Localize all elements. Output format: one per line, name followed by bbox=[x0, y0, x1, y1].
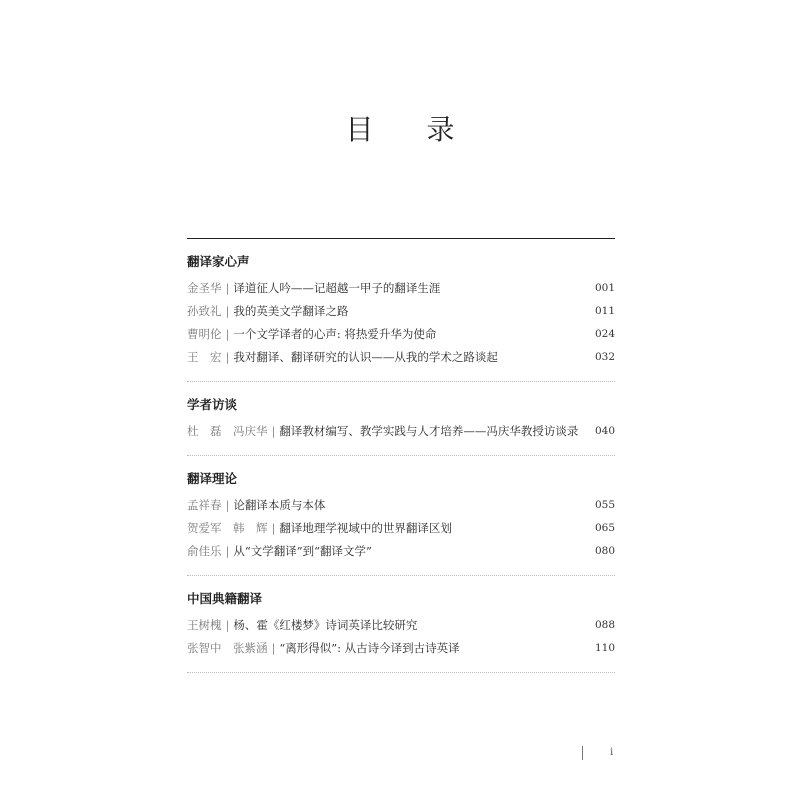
separator: | bbox=[225, 281, 230, 295]
section-title: 中国典籍翻译 bbox=[187, 591, 263, 606]
toc-entry[interactable] bbox=[187, 540, 615, 563]
entry-title: 论翻译本质与本体 bbox=[233, 498, 326, 512]
separator: | bbox=[225, 618, 230, 632]
section-title: 学者访谈 bbox=[187, 397, 238, 412]
toc-entry[interactable] bbox=[187, 637, 615, 660]
entry-page-number: 065 bbox=[594, 522, 615, 534]
entry-author: 孟祥春 bbox=[187, 498, 222, 512]
folio-divider bbox=[582, 746, 583, 760]
entry-page-number: 055 bbox=[594, 499, 615, 511]
entry-title: 译道征人吟——记超越一甲子的翻译生涯 bbox=[233, 281, 441, 295]
entry-page-number: 088 bbox=[594, 619, 615, 631]
entry-title: 从“文学翻译”到“翻译文学” bbox=[233, 544, 372, 558]
toc-section bbox=[187, 239, 615, 382]
entry-title: 我对翻译、翻译研究的认识——从我的学术之路谈起 bbox=[233, 350, 498, 364]
separator: | bbox=[271, 521, 276, 535]
entry-author: 贺爱军 韩 辉 bbox=[187, 521, 268, 535]
entry-title: 翻译教材编写、教学实践与人才培养——冯庆华教授访谈录 bbox=[279, 424, 579, 438]
entry-author: 张智中 张紫涵 bbox=[187, 641, 268, 655]
entry-page-number: 024 bbox=[594, 328, 615, 340]
toc-section bbox=[187, 382, 615, 456]
folio-page-number: i bbox=[610, 747, 614, 758]
entry-page-number: 011 bbox=[594, 305, 615, 317]
entry-page-number: 080 bbox=[594, 545, 615, 557]
toc-entry[interactable] bbox=[187, 420, 615, 443]
entry-author: 孙致礼 bbox=[187, 304, 222, 318]
separator: | bbox=[225, 304, 230, 318]
entry-page-number: 040 bbox=[594, 425, 615, 437]
table-of-contents bbox=[187, 238, 615, 673]
toc-entry[interactable] bbox=[187, 494, 615, 517]
toc-entry[interactable] bbox=[187, 614, 615, 637]
toc-entry[interactable] bbox=[187, 346, 615, 369]
entry-page-number: 001 bbox=[594, 282, 615, 294]
entry-title: 翻译地理学视域中的世界翻译区划 bbox=[279, 521, 452, 535]
section-title: 翻译家心声 bbox=[187, 254, 250, 269]
entry-author: 王 宏 bbox=[187, 350, 222, 364]
page-title: 目 录 bbox=[345, 113, 477, 146]
separator: | bbox=[271, 641, 276, 655]
entry-author: 俞佳乐 bbox=[187, 544, 222, 558]
toc-entry[interactable] bbox=[187, 300, 615, 323]
toc-entry[interactable] bbox=[187, 323, 615, 346]
entry-title: 一个文学译者的心声: 将热爱升华为使命 bbox=[233, 327, 437, 341]
separator: | bbox=[225, 327, 230, 341]
separator: | bbox=[271, 424, 276, 438]
separator: | bbox=[225, 498, 230, 512]
section-title: 翻译理论 bbox=[187, 471, 238, 486]
entry-author: 金圣华 bbox=[187, 281, 222, 295]
toc-section bbox=[187, 456, 615, 576]
entry-author: 王树槐 bbox=[187, 618, 222, 632]
separator: | bbox=[225, 350, 230, 364]
entry-author: 杜 磊 冯庆华 bbox=[187, 424, 268, 438]
entry-title: “离形得似”: 从古诗今译到古诗英译 bbox=[279, 641, 460, 655]
entry-title: 杨、霍《红楼梦》诗词英译比较研究 bbox=[233, 618, 418, 632]
entry-page-number: 110 bbox=[594, 642, 615, 654]
entry-author: 曹明伦 bbox=[187, 327, 222, 341]
toc-section bbox=[187, 576, 615, 673]
entry-page-number: 032 bbox=[594, 351, 615, 363]
toc-entry[interactable] bbox=[187, 277, 615, 300]
entry-title: 我的英美文学翻译之路 bbox=[233, 304, 349, 318]
toc-entry[interactable] bbox=[187, 517, 615, 540]
separator: | bbox=[225, 544, 230, 558]
